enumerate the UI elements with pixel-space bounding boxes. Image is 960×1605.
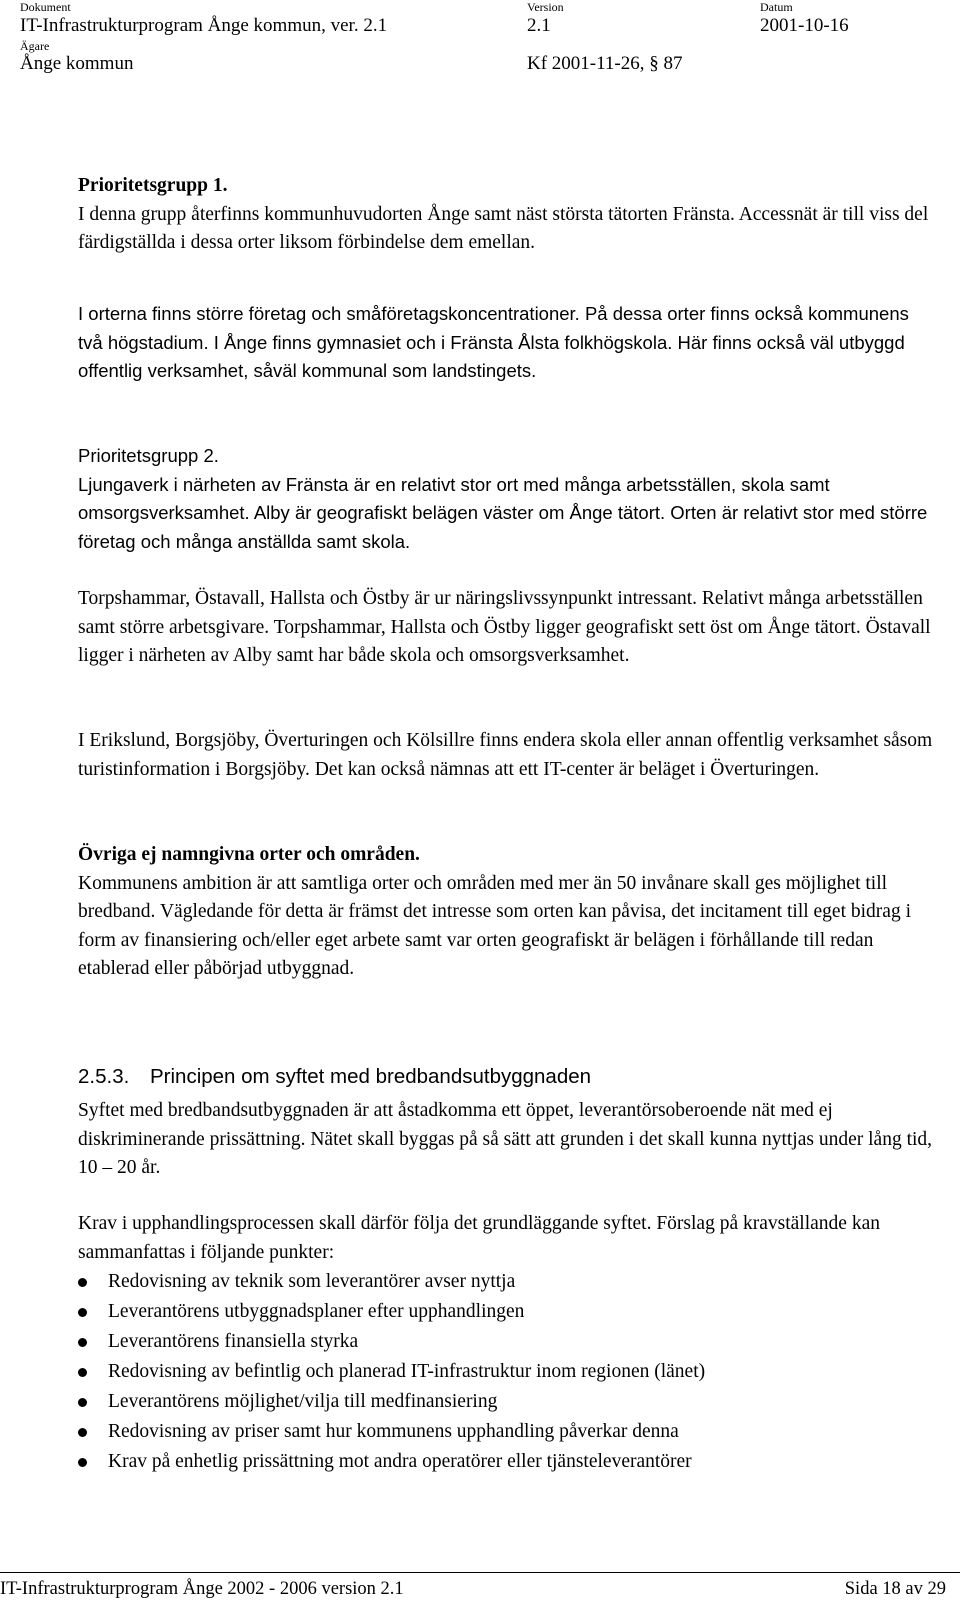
priority-group-2-towns — [78, 585, 938, 671]
document-label: Dokument — [20, 0, 71, 14]
priority-group-2-text-2: Torpshammar, Östavall, Hallsta och Östby är ur näringslivssynpunkt intressant. Relativt många arbetsställen samt större arbetsgivare. Torpshammar, Hallsta och Östby ligger geografiskt sett öst om Ånge tätort. Östavall ligger i närheten av Alby samt har både skola och omsorgsverksamhet. — [78, 588, 931, 666]
version-label: Version — [527, 0, 564, 14]
decision-reference: Kf 2001-11-26, § 87 — [527, 53, 683, 74]
bullet-icon — [78, 1368, 87, 1377]
list-item: Redovisning av teknik som leverantörer avser nyttja — [78, 1267, 938, 1297]
section-requirements — [78, 1210, 938, 1267]
section-title: Principen om syftet med bredbandsutbyggnaden — [150, 1065, 592, 1088]
other-areas-heading: Övriga ej namngivna orter och områden. — [78, 844, 420, 865]
owner-label: Ägare — [20, 39, 50, 53]
document-date: 2001-10-16 — [760, 15, 849, 36]
footer-divider — [0, 1572, 960, 1573]
page-number: Sida 18 av 29 — [844, 1579, 946, 1599]
list-item: Leverantörens möjlighet/vilja till medfinansiering — [78, 1387, 938, 1417]
list-item: Krav på enhetlig prissättning mot andra operatörer eller tjänsteleverantörer — [78, 1447, 938, 1477]
priority-group-1 — [78, 172, 938, 258]
section-number: 2.5.3. — [78, 1065, 130, 1088]
list-item: Redovisning av befintlig och planerad IT-infrastruktur inom regionen (länet) — [78, 1357, 938, 1387]
priority-group-1-text: I denna grupp återfinns kommunhuvudorten Ånge samt näst största tätorten Fränsta. Accessnät är till viss del färdigställda i dessa orter liksom förbindelse dem emellan. — [78, 203, 929, 253]
list-item: Leverantörens finansiella styrka — [78, 1327, 938, 1357]
document-title: IT-Infrastrukturprogram Ånge kommun, ver. 2.1 — [20, 15, 388, 36]
bullet-icon — [78, 1278, 87, 1287]
document-owner: Ånge kommun — [20, 53, 134, 74]
requirements-list — [78, 1267, 938, 1477]
priority-group-1-text-2: I orterna finns större företag och småföretagskoncentrationer. På dessa orter finns också kommunens två högstadium. I Ånge finns gymnasiet och i Fränsta Ålsta folkhögskola. Här finns också väl utbyggd offentlig verksamhet, såväl kommunal som landstingets. — [78, 303, 909, 381]
section-requirements-text: Krav i upphandlingsprocessen skall därför följa det grundläggande syftet. Förslag på kravställande kan sammanfattas i följande punkter: — [78, 1213, 880, 1263]
section-heading — [78, 1063, 938, 1091]
list-item: Redovisning av priser samt hur kommunens upphandling påverkar denna — [78, 1417, 938, 1447]
date-label: Datum — [760, 0, 793, 14]
bullet-icon — [78, 1338, 87, 1347]
priority-group-2-text-3: I Erikslund, Borgsjöby, Överturingen och Kölsillre finns endera skola eller annan offentlig verksamhet såsom turistinformation i Borgsjöby. Det kan också nämnas att ett IT-center är beläget i Överturingen. — [78, 730, 933, 780]
bullet-icon — [78, 1428, 87, 1437]
bullet-icon — [78, 1308, 87, 1317]
other-areas-text: Kommunens ambition är att samtliga orter och områden med mer än 50 invånare skall ges möjlighet till bredband. Vägledande för detta är främst det intresse som orten kan påvisa, det incitament till eget bidrag i form av finansiering och/eller eget arbete samt var orten geografiskt är belägen i förhållande till redan etablerad eller påbörjad utbyggnad. — [78, 872, 911, 979]
bullet-icon — [78, 1398, 87, 1407]
section-purpose-text: Syftet med bredbandsutbyggnaden är att åstadkomma ett öppet, leverantörsoberoende nät med ej diskriminerande prissättning. Nätet skall byggas på så sätt att grunden i det skall kunna nyttjas under lång tid, 10 – 20 år. — [78, 1100, 933, 1178]
footer-title: IT-Infrastrukturprogram Ånge 2002 - 2006 version 2.1 — [0, 1579, 404, 1599]
other-areas — [78, 841, 938, 984]
priority-group-1-heading: Prioritetsgrupp 1. — [78, 175, 228, 196]
priority-group-2-villages — [78, 727, 938, 784]
section-purpose — [78, 1097, 938, 1183]
priority-group-2-text: Ljungaverk i närheten av Fränsta är en relativt stor ort med många arbetsställen, skola samt omsorgsverksamhet. Alby är geografiskt belägen väster om Ånge tätort. Orten är relativt stor med större företag och många anställda samt skola. — [78, 473, 928, 552]
priority-group-1-details — [78, 300, 938, 386]
priority-group-2-heading: Prioritetsgrupp 2. — [78, 445, 219, 466]
list-item: Leverantörens utbyggnadsplaner efter upphandlingen — [78, 1297, 938, 1327]
bullet-icon — [78, 1458, 87, 1467]
priority-group-2 — [78, 442, 938, 556]
document-version: 2.1 — [527, 15, 551, 36]
